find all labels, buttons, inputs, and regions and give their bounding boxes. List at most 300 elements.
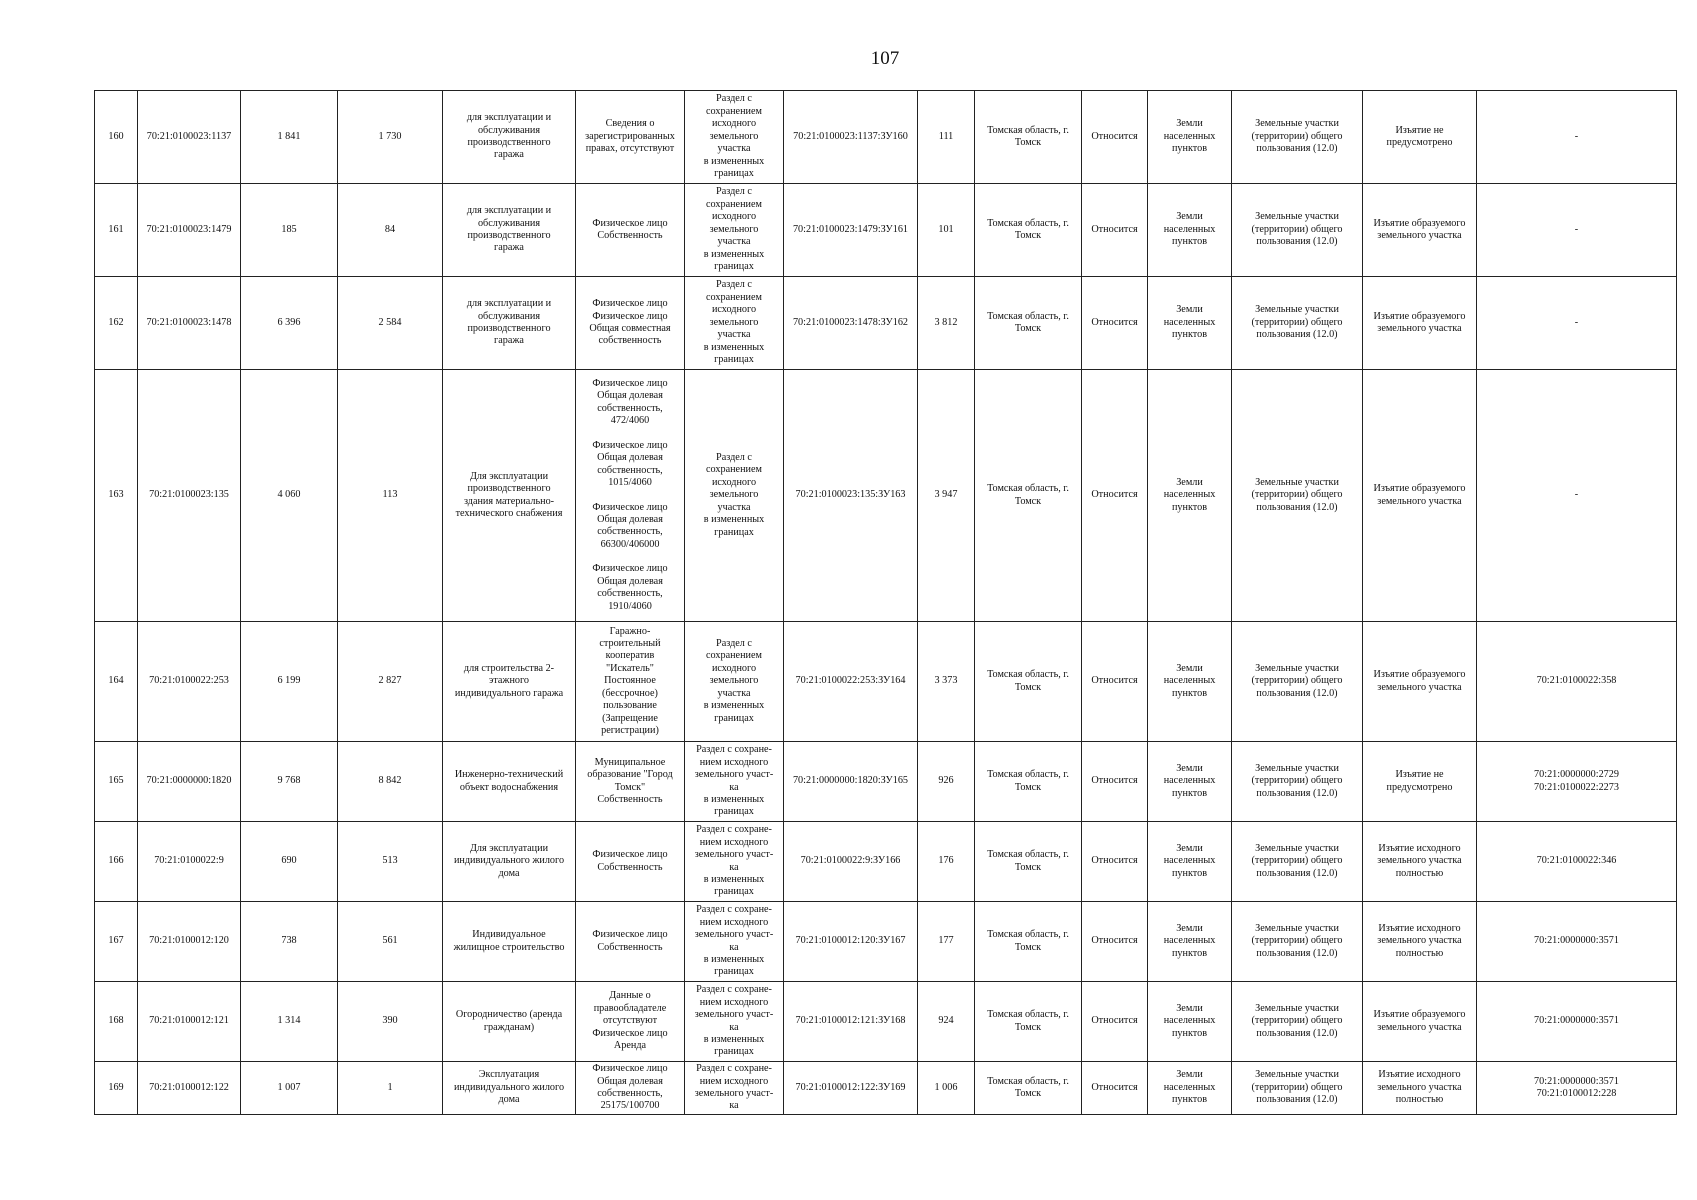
permitted-use-line: Земельные участки bbox=[1255, 118, 1339, 130]
formation-method bbox=[685, 822, 784, 902]
land-use-line: здания материально- bbox=[463, 495, 555, 507]
table-row bbox=[95, 622, 1677, 742]
permitted-use bbox=[1232, 982, 1363, 1062]
address-line: Томская область, г. bbox=[987, 929, 1069, 941]
seizure-status bbox=[1363, 1062, 1477, 1115]
permitted-use bbox=[1232, 184, 1363, 277]
cadastral-number: 70:21:0100022:253 bbox=[138, 622, 241, 742]
related-cadastral-line: 70:21:0000000:3571 bbox=[1534, 935, 1619, 947]
related-cadastral-line: 70:21:0100022:2273 bbox=[1534, 781, 1619, 793]
formation-method bbox=[685, 742, 784, 822]
land-category-line: пунктов bbox=[1171, 787, 1208, 799]
land-category bbox=[1148, 370, 1232, 622]
land-use-line: производственного bbox=[467, 230, 551, 241]
permitted-use-line: Земельные участки bbox=[1255, 1069, 1339, 1081]
formation-method-line: Раздел с bbox=[716, 451, 752, 463]
rights-holder-line: Собственность bbox=[597, 941, 663, 953]
seizure-status-line: земельного участка bbox=[1377, 1021, 1462, 1033]
permitted-use-line: пользования (12.0) bbox=[1256, 947, 1338, 959]
table-row bbox=[95, 370, 1677, 622]
address-line: Томская область, г. bbox=[987, 483, 1069, 495]
land-use bbox=[443, 370, 576, 622]
land-use-line: технического снабжения bbox=[455, 507, 563, 519]
new-plot-id: 70:21:0100012:120:ЗУ167 bbox=[784, 902, 918, 982]
row-number: 165 bbox=[95, 742, 138, 822]
permitted-use-line: пользования (12.0) bbox=[1256, 329, 1338, 341]
related-cadastral-line: 70:21:0000000:3571 bbox=[1534, 1075, 1619, 1087]
seizure-status bbox=[1363, 902, 1477, 982]
rights-holder-line: Аренда bbox=[613, 1040, 647, 1052]
row-number: 169 bbox=[95, 1062, 138, 1115]
land-use bbox=[443, 1062, 576, 1115]
permitted-use bbox=[1232, 742, 1363, 822]
formation-method-line: земельного участ- bbox=[694, 929, 774, 941]
related-cadastral bbox=[1477, 622, 1677, 742]
rights-holder-line: Гаражно- bbox=[609, 625, 651, 637]
permitted-use-line: Земельные участки bbox=[1255, 842, 1339, 854]
plot-area: 1 bbox=[338, 1062, 443, 1115]
formation-method-line: земельного участ- bbox=[694, 1088, 774, 1099]
formation-method-line: границах bbox=[714, 712, 754, 724]
land-category-line: населенных bbox=[1163, 675, 1216, 687]
relation: Относится bbox=[1082, 742, 1148, 822]
permitted-use-line: Земельные участки bbox=[1255, 304, 1339, 316]
seizure-status-line: Изъятие образуемого bbox=[1373, 217, 1466, 229]
permitted-use-line: (территории) общего bbox=[1251, 1081, 1343, 1093]
formation-method-line: нием исходного bbox=[699, 1075, 769, 1087]
address-line: Томск bbox=[1014, 495, 1042, 507]
related-cadastral-line: - bbox=[1574, 223, 1579, 235]
permitted-use bbox=[1232, 902, 1363, 982]
land-use-line: производственного bbox=[467, 483, 551, 495]
land-use-line: Эксплуатация bbox=[478, 1069, 540, 1081]
cadastral-number: 70:21:0100023:1478 bbox=[138, 277, 241, 370]
land-use-line: обслуживания bbox=[477, 217, 541, 229]
cadastral-number: 70:21:0100023:1137 bbox=[138, 91, 241, 184]
seizure-status bbox=[1363, 184, 1477, 277]
land-category-line: Земли bbox=[1176, 118, 1203, 130]
formation-method bbox=[685, 91, 784, 184]
relation: Относится bbox=[1082, 277, 1148, 370]
relation: Относится bbox=[1082, 184, 1148, 277]
cadastral-number: 70:21:0100012:120 bbox=[138, 902, 241, 982]
seizure-status-line: земельного участка bbox=[1377, 1081, 1462, 1093]
land-category-line: Земли bbox=[1176, 304, 1203, 316]
seizure-status-line: Изъятие образуемого bbox=[1373, 483, 1466, 495]
formation-method bbox=[685, 370, 784, 622]
seizure-status-line: Изъятие исходного bbox=[1378, 842, 1461, 854]
seizure-status-line: предусмотрено bbox=[1386, 137, 1453, 148]
rights-holder bbox=[576, 184, 685, 277]
land-use bbox=[443, 902, 576, 982]
rights-holder-line: собственность, bbox=[597, 464, 663, 476]
land-category-line: населенных bbox=[1163, 775, 1216, 787]
rights-holder-line: зарегистрированных bbox=[585, 130, 675, 142]
permitted-use bbox=[1232, 1062, 1363, 1115]
land-category-line: пунктов bbox=[1171, 687, 1208, 699]
new-plot-id: 70:21:0100022:253:ЗУ164 bbox=[784, 622, 918, 742]
rights-holder-line: Общая долевая bbox=[597, 1075, 663, 1087]
formation-method-line: Раздел с bbox=[716, 279, 752, 291]
address-line: Томская область, г. bbox=[987, 310, 1069, 322]
row-number: 162 bbox=[95, 277, 138, 370]
related-cadastral-line: 70:21:0100022:358 bbox=[1536, 675, 1617, 687]
plot-area: 561 bbox=[338, 902, 443, 982]
new-plot-area: 3 947 bbox=[918, 370, 975, 622]
formation-method-line: сохранением bbox=[706, 105, 762, 117]
address bbox=[975, 742, 1082, 822]
permitted-use-line: Земельные участки bbox=[1255, 922, 1339, 934]
related-cadastral-line: 70:21:0100022:346 bbox=[1536, 855, 1617, 867]
land-use bbox=[443, 622, 576, 742]
plot-area: 8 842 bbox=[338, 742, 443, 822]
land-category-line: населенных bbox=[1163, 489, 1216, 501]
related-cadastral bbox=[1477, 902, 1677, 982]
rights-holder-line: Общая совместная bbox=[589, 323, 671, 334]
land-category-line: Земли bbox=[1176, 922, 1203, 934]
table-body bbox=[95, 91, 1677, 1115]
permitted-use-line: пользования (12.0) bbox=[1256, 687, 1338, 699]
rights-holder-line: правах, отсутствуют bbox=[585, 143, 675, 155]
seizure-status-line: Изъятие образуемого bbox=[1373, 669, 1466, 681]
address bbox=[975, 91, 1082, 184]
seizure-status-line: полностью bbox=[1395, 1094, 1444, 1106]
land-category-line: Земли bbox=[1176, 762, 1203, 774]
related-cadastral-line: - bbox=[1574, 489, 1579, 501]
formation-method-line: земельного bbox=[709, 489, 759, 501]
rights-holder-line: Собственность bbox=[597, 861, 663, 873]
address-line: Томская область, г. bbox=[987, 1009, 1069, 1021]
seizure-status bbox=[1363, 742, 1477, 822]
new-plot-area: 177 bbox=[918, 902, 975, 982]
rights-holder-line: Физическое лицо bbox=[592, 563, 668, 575]
cadastral-number: 70:21:0100023:1479 bbox=[138, 184, 241, 277]
rights-holder-line: кооператив bbox=[605, 650, 655, 662]
related-cadastral-line: - bbox=[1574, 316, 1579, 328]
rights-holder-line: собственность bbox=[598, 335, 662, 347]
related-cadastral-line: 70:21:0100012:228 bbox=[1536, 1088, 1617, 1099]
formation-method-line: нием исходного bbox=[699, 756, 769, 768]
new-plot-area: 3 373 bbox=[918, 622, 975, 742]
address-line: Томск bbox=[1014, 861, 1042, 873]
formation-method-line: Раздел с bbox=[716, 637, 752, 649]
land-category-line: пунктов bbox=[1171, 143, 1208, 155]
address-line: Томская область, г. bbox=[987, 1075, 1069, 1087]
row-number: 164 bbox=[95, 622, 138, 742]
formation-method bbox=[685, 982, 784, 1062]
rights-holder bbox=[576, 370, 685, 622]
address bbox=[975, 370, 1082, 622]
formation-method-line: в измененных bbox=[703, 514, 765, 526]
rights-holder-line: Физическое лицо bbox=[592, 439, 668, 451]
land-use-line: индивидуального жилого bbox=[453, 855, 565, 867]
related-cadastral bbox=[1477, 1062, 1677, 1115]
source-area: 9 768 bbox=[241, 742, 338, 822]
formation-method-line: исходного bbox=[711, 662, 757, 674]
formation-method bbox=[685, 1062, 784, 1115]
formation-method-line: сохранением bbox=[706, 291, 762, 303]
formation-method-line: в измененных bbox=[703, 700, 765, 712]
formation-method-line: нием исходного bbox=[699, 996, 769, 1008]
formation-method-line: сохранением bbox=[706, 650, 762, 662]
land-category bbox=[1148, 982, 1232, 1062]
seizure-status bbox=[1363, 982, 1477, 1062]
source-area: 6 396 bbox=[241, 277, 338, 370]
table-row bbox=[95, 982, 1677, 1062]
address bbox=[975, 622, 1082, 742]
formation-method-line: в измененных bbox=[703, 953, 765, 965]
land-use-line: для эксплуатации и bbox=[466, 112, 552, 124]
land-category-line: Земли bbox=[1176, 1002, 1203, 1014]
cadastral-number: 70:21:0100012:122 bbox=[138, 1062, 241, 1115]
relation: Относится bbox=[1082, 622, 1148, 742]
relation: Относится bbox=[1082, 822, 1148, 902]
land-use-line: этажного bbox=[488, 675, 530, 687]
permitted-use bbox=[1232, 622, 1363, 742]
plot-area: 2 827 bbox=[338, 622, 443, 742]
relation: Относится bbox=[1082, 902, 1148, 982]
table-row bbox=[95, 91, 1677, 184]
land-use-line: гаража bbox=[494, 335, 524, 347]
address bbox=[975, 902, 1082, 982]
land-category-line: Земли bbox=[1176, 1069, 1203, 1081]
permitted-use-line: пользования (12.0) bbox=[1256, 236, 1338, 248]
cadastral-number: 70:21:0100023:135 bbox=[138, 370, 241, 622]
permitted-use-line: пользования (12.0) bbox=[1256, 501, 1338, 513]
land-category bbox=[1148, 742, 1232, 822]
address-line: Томская область, г. bbox=[987, 669, 1069, 681]
rights-holder-line: Общая долевая bbox=[597, 513, 663, 525]
land-category bbox=[1148, 1062, 1232, 1115]
row-number: 160 bbox=[95, 91, 138, 184]
table-row bbox=[95, 1062, 1677, 1115]
rights-holder-line: Физическое лицо bbox=[592, 849, 668, 861]
rights-holder-line: собственность, bbox=[597, 402, 663, 414]
row-number: 166 bbox=[95, 822, 138, 902]
formation-method-line: исходного bbox=[711, 304, 757, 316]
rights-holder bbox=[576, 1062, 685, 1115]
seizure-status-line: Изъятие не bbox=[1395, 124, 1444, 136]
address-line: Томская область, г. bbox=[987, 217, 1069, 229]
address-line: Томская область, г. bbox=[987, 769, 1069, 781]
seizure-status-line: Изъятие не bbox=[1395, 769, 1444, 781]
formation-method-line: нием исходного bbox=[699, 836, 769, 848]
land-use-line: Индивидуальное bbox=[472, 929, 546, 941]
rights-holder-line: (Запрещение bbox=[602, 712, 658, 724]
new-plot-id: 70:21:0100023:1137:ЗУ160 bbox=[784, 91, 918, 184]
source-area: 4 060 bbox=[241, 370, 338, 622]
related-cadastral-line: - bbox=[1574, 130, 1579, 142]
table-row bbox=[95, 742, 1677, 822]
related-cadastral-line: 70:21:0000000:3571 bbox=[1534, 1015, 1619, 1027]
land-category bbox=[1148, 184, 1232, 277]
seizure-status bbox=[1363, 622, 1477, 742]
formation-method bbox=[685, 184, 784, 277]
address bbox=[975, 982, 1082, 1062]
seizure-status-line: Изъятие образуемого bbox=[1373, 1009, 1466, 1021]
rights-holder-line: собственность, bbox=[597, 526, 663, 538]
rights-holder-line: регистрации) bbox=[601, 725, 659, 737]
rights-holder-line: (бессрочное) bbox=[602, 687, 658, 699]
formation-method-line: сохранением bbox=[706, 198, 762, 210]
land-use-line: дома bbox=[498, 867, 520, 879]
land-category-line: пунктов bbox=[1171, 501, 1208, 513]
permitted-use-line: (территории) общего bbox=[1251, 223, 1343, 235]
land-category-line: населенных bbox=[1163, 223, 1216, 235]
land-category bbox=[1148, 822, 1232, 902]
formation-method bbox=[685, 902, 784, 982]
rights-holder-line: 25175/100700 bbox=[600, 1100, 660, 1112]
land-category-line: населенных bbox=[1163, 1081, 1216, 1093]
new-plot-area: 1 006 bbox=[918, 1062, 975, 1115]
page-number: 107 bbox=[870, 48, 900, 69]
land-use-line: объект водоснабжения bbox=[459, 781, 559, 793]
source-area: 1 007 bbox=[241, 1062, 338, 1115]
address bbox=[975, 1062, 1082, 1115]
formation-method-line: границах bbox=[714, 354, 754, 366]
new-plot-id: 70:21:0000000:1820:ЗУ165 bbox=[784, 742, 918, 822]
formation-method bbox=[685, 622, 784, 742]
permitted-use bbox=[1232, 91, 1363, 184]
seizure-status bbox=[1363, 277, 1477, 370]
formation-method-line: границах bbox=[714, 1046, 754, 1058]
address-line: Томск bbox=[1014, 941, 1042, 953]
permitted-use-line: пользования (12.0) bbox=[1256, 1027, 1338, 1039]
address bbox=[975, 822, 1082, 902]
formation-method-line: земельного bbox=[709, 223, 759, 235]
land-category-line: пунктов bbox=[1171, 947, 1208, 959]
seizure-status-line: полностью bbox=[1395, 867, 1444, 879]
permitted-use bbox=[1232, 822, 1363, 902]
rights-holder-line: Физическое лицо bbox=[592, 310, 668, 322]
plot-area: 113 bbox=[338, 370, 443, 622]
permitted-use-line: Земельные участки bbox=[1255, 211, 1339, 223]
formation-method-line: Раздел с bbox=[716, 93, 752, 105]
rights-holder-line: 66300/406000 bbox=[600, 538, 660, 550]
related-cadastral bbox=[1477, 184, 1677, 277]
formation-method-line: участка bbox=[717, 501, 751, 513]
rights-holder-line: Физическое лицо bbox=[592, 298, 668, 310]
land-use-line: гаража bbox=[494, 242, 524, 254]
land-category-line: пунктов bbox=[1171, 1027, 1208, 1039]
seizure-status-line: земельного участка bbox=[1377, 230, 1462, 241]
rights-holder-line: строительный bbox=[599, 637, 661, 649]
formation-method-line: границах bbox=[714, 966, 754, 978]
rights-holder-line: Собственность bbox=[597, 793, 663, 805]
land-use bbox=[443, 822, 576, 902]
formation-method-line: земельного участ- bbox=[694, 1009, 774, 1021]
seizure-status-line: полностью bbox=[1395, 947, 1444, 959]
land-use-line: Для эксплуатации bbox=[469, 842, 549, 854]
cadastral-number: 70:21:0000000:1820 bbox=[138, 742, 241, 822]
row-number: 167 bbox=[95, 902, 138, 982]
rights-holder-line: образование "Город bbox=[587, 769, 673, 781]
plot-area: 390 bbox=[338, 982, 443, 1062]
source-area: 1 314 bbox=[241, 982, 338, 1062]
plot-area: 513 bbox=[338, 822, 443, 902]
formation-method-line: нием исходного bbox=[699, 916, 769, 928]
rights-holder-line bbox=[578, 551, 682, 563]
permitted-use-line: пользования (12.0) bbox=[1256, 867, 1338, 879]
new-plot-id: 70:21:0100022:9:ЗУ166 bbox=[784, 822, 918, 902]
seizure-status-line: земельного участка bbox=[1377, 935, 1462, 947]
rights-holder-line: Томск" bbox=[614, 781, 646, 793]
new-plot-id: 70:21:0100012:122:ЗУ169 bbox=[784, 1062, 918, 1115]
seizure-status bbox=[1363, 91, 1477, 184]
land-category-line: населенных bbox=[1163, 130, 1216, 142]
related-cadastral bbox=[1477, 277, 1677, 370]
land-category bbox=[1148, 277, 1232, 370]
land-category-line: Земли bbox=[1176, 476, 1203, 488]
formation-method-line: исходного bbox=[711, 476, 757, 488]
formation-method-line: земельного участ- bbox=[694, 769, 774, 781]
permitted-use-line: (территории) общего bbox=[1251, 130, 1343, 142]
rights-holder-line: "Искатель" bbox=[606, 662, 654, 674]
land-category bbox=[1148, 91, 1232, 184]
formation-method-line: в измененных bbox=[703, 155, 765, 167]
land-category-line: населенных bbox=[1163, 316, 1216, 328]
rights-holder-line: Физическое лицо bbox=[592, 929, 668, 941]
address-line: Томск bbox=[1014, 1088, 1042, 1099]
land-category-line: пунктов bbox=[1171, 236, 1208, 248]
formation-method-line: в измененных bbox=[703, 873, 765, 885]
land-use-line: Инженерно-технический bbox=[454, 769, 564, 781]
address-line: Томская область, г. bbox=[987, 124, 1069, 136]
new-plot-area: 176 bbox=[918, 822, 975, 902]
land-category-line: Земли bbox=[1176, 662, 1203, 674]
plot-area: 2 584 bbox=[338, 277, 443, 370]
rights-holder-line: Общая долевая bbox=[597, 575, 663, 587]
new-plot-id: 70:21:0100023:1478:ЗУ162 bbox=[784, 277, 918, 370]
rights-holder bbox=[576, 622, 685, 742]
permitted-use-line: Земельные участки bbox=[1255, 476, 1339, 488]
land-category-line: населенных bbox=[1163, 1015, 1216, 1027]
formation-method-line: границах bbox=[714, 526, 754, 538]
rights-holder-line: отсутствуют bbox=[602, 1015, 658, 1027]
related-cadastral bbox=[1477, 822, 1677, 902]
new-plot-id: 70:21:0100023:1479:ЗУ161 bbox=[784, 184, 918, 277]
new-plot-id: 70:21:0100023:135:ЗУ163 bbox=[784, 370, 918, 622]
row-number: 161 bbox=[95, 184, 138, 277]
land-use-line: для эксплуатации и bbox=[466, 205, 552, 217]
rights-holder-line: Физическое лицо bbox=[592, 378, 668, 389]
address-line: Томск bbox=[1014, 781, 1042, 793]
rights-holder-line: Сведения о bbox=[605, 118, 655, 130]
formation-method-line: Раздел с сохране- bbox=[696, 824, 772, 836]
rights-holder-line: Физическое лицо bbox=[592, 501, 668, 513]
formation-method-line: в измененных bbox=[703, 1033, 765, 1045]
land-use-line: обслуживания bbox=[477, 124, 541, 136]
seizure-status-line: Изъятие исходного bbox=[1378, 922, 1461, 934]
land-use-line: производственного bbox=[467, 323, 551, 334]
rights-holder-line: Муниципальное bbox=[594, 756, 666, 768]
permitted-use-line: (территории) общего bbox=[1251, 855, 1343, 867]
rights-holder-line: собственность, bbox=[597, 588, 663, 600]
plot-area: 1 730 bbox=[338, 91, 443, 184]
formation-method-line: ка bbox=[729, 861, 739, 873]
seizure-status bbox=[1363, 822, 1477, 902]
seizure-status-line: Изъятие исходного bbox=[1378, 1069, 1461, 1081]
formation-method-line: ка bbox=[729, 1021, 739, 1033]
land-use bbox=[443, 91, 576, 184]
formation-method-line: ка bbox=[729, 1100, 739, 1112]
formation-method bbox=[685, 277, 784, 370]
new-plot-area: 101 bbox=[918, 184, 975, 277]
table-row bbox=[95, 902, 1677, 982]
formation-method-line: в измененных bbox=[703, 248, 765, 260]
related-cadastral bbox=[1477, 982, 1677, 1062]
land-use-line: гаража bbox=[494, 149, 524, 161]
